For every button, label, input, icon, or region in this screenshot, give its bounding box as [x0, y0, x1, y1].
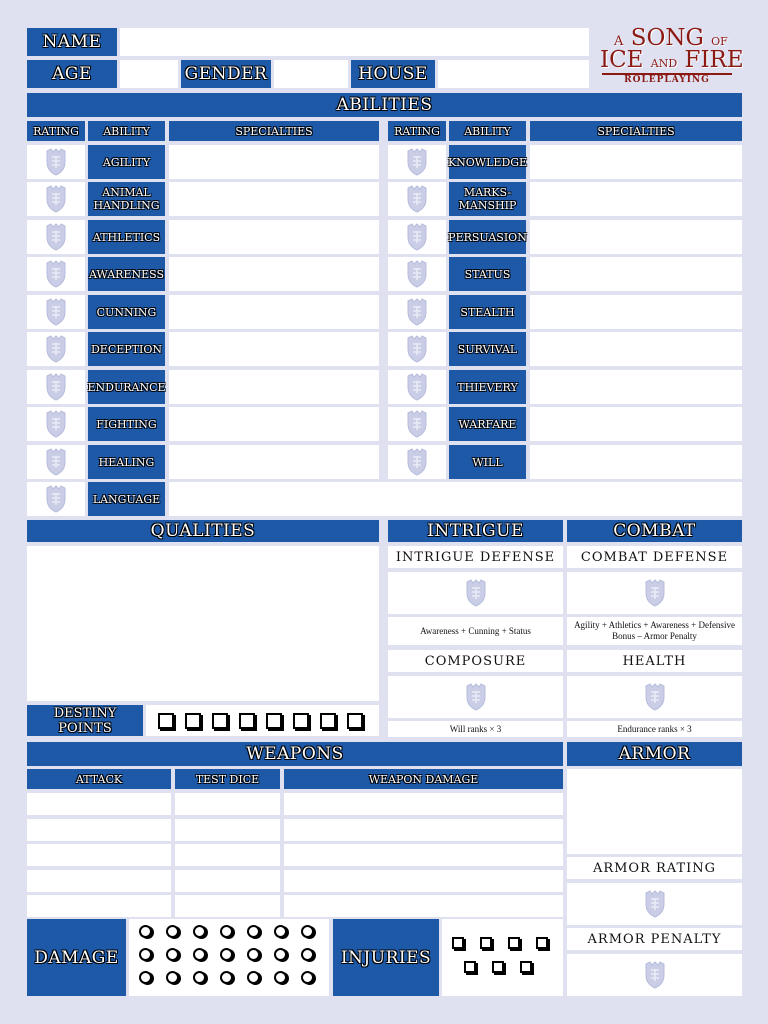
- shield-icon: [644, 961, 666, 989]
- destiny-point-checkbox[interactable]: [293, 713, 309, 729]
- armor-rating-field[interactable]: [567, 883, 742, 925]
- ability-rating-left[interactable]: [27, 370, 85, 404]
- qualities-title: QUALITIES: [27, 520, 379, 542]
- shield-icon: [465, 683, 487, 711]
- composure-formula: Will ranks × 3: [388, 721, 563, 737]
- ability-rating-left[interactable]: [27, 445, 85, 479]
- combat-title: COMBAT: [567, 520, 742, 542]
- shield-icon: [45, 410, 67, 438]
- ability-rating-left[interactable]: [27, 295, 85, 329]
- destiny-point-checkbox[interactable]: [266, 713, 282, 729]
- shield-icon: [644, 890, 666, 918]
- damage-circle[interactable]: [166, 925, 179, 938]
- shield-icon: [406, 148, 428, 176]
- health-label: HEALTH: [567, 650, 742, 672]
- damage-circle[interactable]: [247, 948, 260, 961]
- col-rating-left: RATING: [27, 121, 85, 141]
- injuries-track: [442, 919, 563, 996]
- injury-checkbox[interactable]: [492, 961, 504, 973]
- weapon-test-dice-field[interactable]: [175, 844, 280, 866]
- injury-checkbox[interactable]: [452, 937, 464, 949]
- weapon-attack-field[interactable]: [27, 870, 171, 892]
- damage-circle[interactable]: [247, 971, 260, 984]
- ability-rating-left[interactable]: [27, 220, 85, 254]
- ability-specialties-field[interactable]: [530, 295, 742, 329]
- weapon-test-dice-field[interactable]: [175, 793, 280, 815]
- ability-specialties-field[interactable]: [169, 332, 379, 366]
- abilities-title: ABILITIES: [27, 93, 742, 117]
- armor-penalty-label: ARMOR PENALTY: [567, 928, 742, 950]
- shield-icon: [45, 335, 67, 363]
- shield-icon: [406, 335, 428, 363]
- destiny-point-checkbox[interactable]: [158, 713, 174, 729]
- destiny-points-boxes: [146, 705, 379, 736]
- ability-name: KNOWLEDGE: [449, 145, 526, 179]
- ability-rating-left[interactable]: [27, 182, 85, 216]
- injury-checkbox[interactable]: [520, 961, 532, 973]
- damage-circle[interactable]: [220, 925, 233, 938]
- ability-specialties-field[interactable]: [169, 407, 379, 441]
- ability-rating-right[interactable]: [388, 182, 446, 216]
- weapons-title: WEAPONS: [27, 742, 563, 766]
- shield-icon: [406, 298, 428, 326]
- shield-icon: [644, 683, 666, 711]
- weapon-damage-field[interactable]: [284, 793, 563, 815]
- qualities-field[interactable]: [27, 546, 379, 701]
- shield-icon: [406, 373, 428, 401]
- col-attack: ATTACK: [27, 769, 171, 789]
- ability-specialties-field[interactable]: [169, 182, 379, 216]
- composure-label: COMPOSURE: [388, 650, 563, 672]
- intrigue-title: INTRIGUE: [388, 520, 563, 542]
- weapon-damage-field[interactable]: [284, 870, 563, 892]
- shield-icon: [406, 223, 428, 251]
- ability-rating-left[interactable]: [27, 482, 85, 516]
- shield-icon: [45, 298, 67, 326]
- destiny-points-label: DESTINY POINTS: [27, 705, 143, 736]
- ability-specialties-field[interactable]: [169, 295, 379, 329]
- damage-circle[interactable]: [274, 925, 287, 938]
- ability-specialties-field[interactable]: [169, 145, 379, 179]
- damage-circle[interactable]: [139, 925, 152, 938]
- col-ability-left: ABILITY: [88, 121, 165, 141]
- ability-name: PERSUASION: [449, 220, 526, 254]
- weapon-attack-field[interactable]: [27, 819, 171, 841]
- gender-label: GENDER: [181, 60, 271, 88]
- weapon-test-dice-field[interactable]: [175, 895, 280, 917]
- shield-icon: [45, 148, 67, 176]
- ability-rating-right[interactable]: [388, 257, 446, 291]
- gender-field[interactable]: [274, 60, 348, 88]
- ability-name: THIEVERY: [449, 370, 526, 404]
- game-logo: A SONG OF ICE AND FIRE ROLEPLAYING: [600, 25, 744, 85]
- health-field[interactable]: [567, 676, 742, 718]
- name-label: NAME: [27, 28, 117, 56]
- shield-icon: [406, 410, 428, 438]
- armor-title: ARMOR: [567, 742, 742, 766]
- ability-name: AWARENESS: [88, 257, 165, 291]
- shield-icon: [45, 185, 67, 213]
- injury-checkbox[interactable]: [536, 937, 548, 949]
- ability-name: WARFARE: [449, 407, 526, 441]
- ability-name: ANIMAL HANDLING: [88, 182, 165, 216]
- ability-rating-right[interactable]: [388, 407, 446, 441]
- ability-name: DECEPTION: [88, 332, 165, 366]
- weapon-test-dice-field[interactable]: [175, 819, 280, 841]
- ability-rating-right[interactable]: [388, 332, 446, 366]
- weapon-test-dice-field[interactable]: [175, 870, 280, 892]
- damage-circle[interactable]: [301, 971, 314, 984]
- ability-rating-left[interactable]: [27, 145, 85, 179]
- col-specialties-right: SPECIALTIES: [530, 121, 742, 141]
- destiny-point-checkbox[interactable]: [347, 713, 363, 729]
- ability-rating-left[interactable]: [27, 257, 85, 291]
- weapon-damage-field[interactable]: [284, 844, 563, 866]
- ability-name: ENDURANCE: [88, 370, 165, 404]
- ability-specialties-field[interactable]: [530, 220, 742, 254]
- injury-checkbox[interactable]: [464, 961, 476, 973]
- damage-circle[interactable]: [220, 948, 233, 961]
- intrigue-defense-formula: Awareness + Cunning + Status: [388, 617, 563, 645]
- damage-circle[interactable]: [274, 948, 287, 961]
- damage-circle[interactable]: [301, 925, 314, 938]
- ability-specialties-field[interactable]: [530, 370, 742, 404]
- ability-specialties-field[interactable]: [169, 220, 379, 254]
- ability-name: LANGUAGE: [88, 482, 165, 516]
- injury-checkbox[interactable]: [480, 937, 492, 949]
- ability-specialties-field[interactable]: [530, 182, 742, 216]
- col-specialties-left: SPECIALTIES: [169, 121, 379, 141]
- shield-icon: [406, 448, 428, 476]
- destiny-point-checkbox[interactable]: [185, 713, 201, 729]
- ability-name: ATHLETICS: [88, 220, 165, 254]
- damage-circle[interactable]: [139, 948, 152, 961]
- ability-name: WILL: [449, 445, 526, 479]
- shield-icon: [45, 373, 67, 401]
- ability-rating-right[interactable]: [388, 370, 446, 404]
- shield-icon: [45, 223, 67, 251]
- age-field[interactable]: [120, 60, 178, 88]
- ability-specialties-field[interactable]: [169, 445, 379, 479]
- damage-circle[interactable]: [166, 971, 179, 984]
- weapon-damage-field[interactable]: [284, 895, 563, 917]
- weapon-attack-field[interactable]: [27, 844, 171, 866]
- col-weapon-damage: WEAPON DAMAGE: [284, 769, 563, 789]
- ability-name: FIGHTING: [88, 407, 165, 441]
- col-rating-right: RATING: [388, 121, 446, 141]
- ability-rating-left[interactable]: [27, 332, 85, 366]
- ability-name: SURVIVAL: [449, 332, 526, 366]
- ability-name: STEALTH: [449, 295, 526, 329]
- weapon-attack-field[interactable]: [27, 895, 171, 917]
- ability-rating-right[interactable]: [388, 220, 446, 254]
- damage-circle[interactable]: [139, 971, 152, 984]
- destiny-point-checkbox[interactable]: [212, 713, 228, 729]
- name-field[interactable]: [120, 28, 589, 56]
- weapon-damage-field[interactable]: [284, 819, 563, 841]
- damage-circle[interactable]: [220, 971, 233, 984]
- col-test-dice: TEST DICE: [175, 769, 280, 789]
- damage-circle[interactable]: [301, 948, 314, 961]
- house-field[interactable]: [438, 60, 589, 88]
- destiny-point-checkbox[interactable]: [320, 713, 336, 729]
- ability-rating-right[interactable]: [388, 445, 446, 479]
- armor-rating-label: ARMOR RATING: [567, 857, 742, 879]
- ability-specialties-field[interactable]: [169, 370, 379, 404]
- combat-defense-formula: Agility + Athletics + Awareness + Defensive Bonus – Armor Penalty: [567, 617, 742, 645]
- damage-label: DAMAGE: [27, 919, 126, 996]
- injury-checkbox[interactable]: [508, 937, 520, 949]
- combat-defense-field[interactable]: [567, 572, 742, 614]
- shield-icon: [465, 579, 487, 607]
- shield-icon: [644, 579, 666, 607]
- intrigue-defense-field[interactable]: [388, 572, 563, 614]
- shield-icon: [45, 448, 67, 476]
- armor-field[interactable]: [567, 769, 742, 854]
- weapon-attack-field[interactable]: [27, 793, 171, 815]
- health-formula: Endurance ranks × 3: [567, 721, 742, 737]
- armor-penalty-field[interactable]: [567, 954, 742, 996]
- ability-specialties-field[interactable]: [530, 407, 742, 441]
- damage-circle[interactable]: [193, 925, 206, 938]
- damage-circle[interactable]: [193, 971, 206, 984]
- ability-rating-right[interactable]: [388, 145, 446, 179]
- intrigue-defense-label: INTRIGUE DEFENSE: [388, 546, 563, 568]
- house-label: HOUSE: [351, 60, 435, 88]
- ability-specialties-field[interactable]: [530, 332, 742, 366]
- destiny-point-checkbox[interactable]: [239, 713, 255, 729]
- damage-circle[interactable]: [247, 925, 260, 938]
- ability-specialties-field[interactable]: [169, 257, 379, 291]
- ability-name: MARKS-MANSHIP: [449, 182, 526, 216]
- ability-specialties-field[interactable]: [169, 482, 742, 516]
- composure-field[interactable]: [388, 676, 563, 718]
- ability-rating-right[interactable]: [388, 295, 446, 329]
- shield-icon: [406, 260, 428, 288]
- age-label: AGE: [27, 60, 117, 88]
- damage-circle[interactable]: [193, 948, 206, 961]
- ability-specialties-field[interactable]: [530, 145, 742, 179]
- damage-circle[interactable]: [166, 948, 179, 961]
- damage-circle[interactable]: [274, 971, 287, 984]
- col-ability-right: ABILITY: [449, 121, 526, 141]
- ability-rating-left[interactable]: [27, 407, 85, 441]
- ability-name: HEALING: [88, 445, 165, 479]
- shield-icon: [45, 485, 67, 513]
- ability-name: CUNNING: [88, 295, 165, 329]
- ability-specialties-field[interactable]: [530, 445, 742, 479]
- ability-name: AGILITY: [88, 145, 165, 179]
- ability-specialties-field[interactable]: [530, 257, 742, 291]
- combat-defense-label: COMBAT DEFENSE: [567, 546, 742, 568]
- injuries-label: INJURIES: [333, 919, 439, 996]
- damage-track: [129, 919, 329, 996]
- shield-icon: [406, 185, 428, 213]
- ability-name: STATUS: [449, 257, 526, 291]
- shield-icon: [45, 260, 67, 288]
